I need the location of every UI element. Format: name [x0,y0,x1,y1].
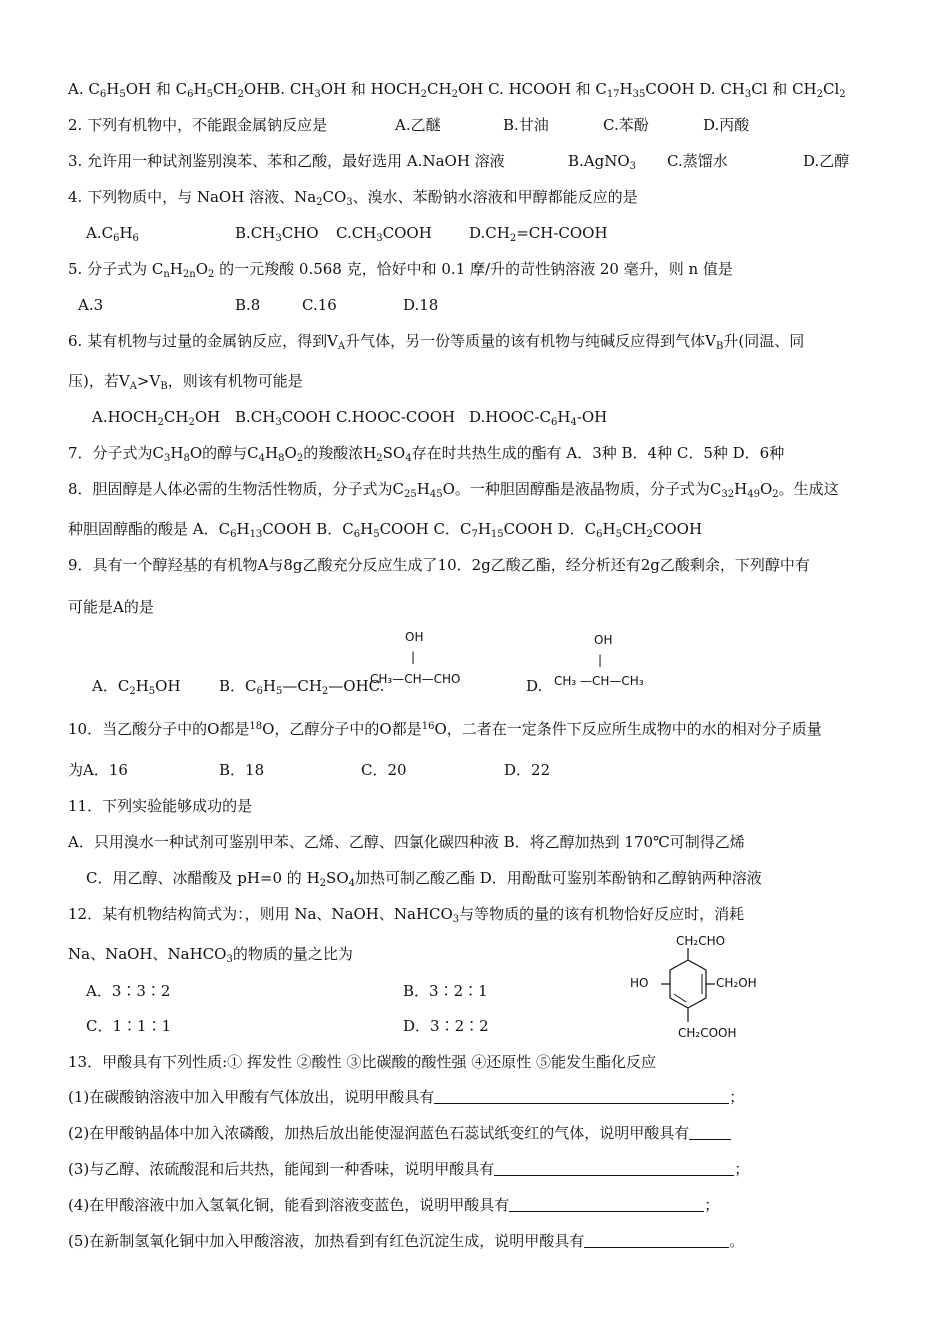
q1-options: A. $C_6H_5OH$ 和 $C_6H_5CH_2OHB$. $CH_3OH$ 和 $HOCH_2CH_2OH$ C. HCOOH 和 $C_{17}H_{35}COOH$ D. $CH_3Cl$ 和 $CH_2Cl_2$ [68,80,846,100]
question-12-line-2: Na、NaOH、NaHCO$_3$的物质的量之比为 [68,945,353,965]
q2-option-c: C.苯酚 [603,116,649,134]
q5-option-a: A.3 [78,296,104,314]
question-2-stem: 2. 下列有机物中，不能跟金属钠反应是 [68,116,328,134]
q12-option-b: B．3∶2∶1 [403,982,488,1000]
answer-blank-5[interactable] [584,1232,729,1248]
q4-option-d: $D.CH_2=CH$-COOH [469,224,608,244]
q11-options-ab: A．只用溴水一种试剂可鉴别甲苯、乙烯、乙醇、四氯化碳四种液 B．将乙醇加热到 170℃可制得乙烯 [68,833,745,851]
answer-blank-4[interactable] [509,1196,704,1212]
q9-structure-d: OH | CH₃ —CH—CH₃ [554,633,644,688]
q12-option-a: A．3∶3∶2 [86,982,171,1000]
q11-options-cd: C．用乙醇、冰醋酸及 pH=0 的 $H_2SO_4$加热可制乙酸乙酯 D．用酚酞可鉴别苯酚钠和乙醇钠两种溶液 [86,869,762,889]
q12-benzene-structure: CH₂CHO HO CH₂OH CH₂COOH [628,930,778,1045]
q4-option-a: $A.C_6H_6$ [86,224,139,244]
q6-option-b: $B.CH_3COOH$ [235,408,331,428]
q2-option-b: B.甘油 [503,116,549,134]
answer-blank-1[interactable] [434,1088,729,1104]
question-10-line-1: 10．当乙酸分子中的O都是$^{18}$O，乙醇分子中的O都是$^{16}$O，二者在一定条件下反应所生成物中的水的相对分子质量 [68,720,822,738]
question-6-line-2: 压)，若$V_A>V_B$，则该有机物可能是 [68,372,303,392]
question-9-line-1: 9．具有一个醇羟基的有机物A与8g乙酸充分反应生成了10．2g乙酸乙酯，经分析还有2g乙酸剩余，下列醇中有 [68,556,810,574]
q2-option-a: A.乙醚 [395,116,441,134]
q12-option-c: C．1∶1∶1 [86,1017,172,1035]
q13-part-4: (4)在甲酸溶液中加入氢氧化铜，能看到溶液变蓝色，说明甲酸具有 ； [68,1196,720,1214]
question-7: 7．分子式为$C_3H_8O$的醇与$C_4H_8O_2$的羧酸浓$H_2SO_4$存在时共热生成的酯有 A．3种 B．4种 C．5种 D．6种 [68,444,785,464]
q5-option-b: B.8 [235,296,261,314]
q9-structure-c: OH | CH₃—CH—CHO [370,630,461,686]
question-8-line-2: 种胆固醇酯的酸是 A．$C_6H_{13}COOH$ B．$C_6H_5COOH$ C．$C_7H_{15}COOH$ D．$C_6H_5CH_2COOH$ [68,520,703,540]
question-5-stem: 5. 分子式为 $C_nH_{2n}O_2$ 的一元羧酸 0.568 克，恰好中和 0.1 摩/升的苛性钠溶液 20 毫升，则 n 值是 [68,260,733,280]
q3-option-c: C.蒸馏水 [667,152,728,170]
q5-option-c: C.16 [302,296,337,314]
q10-option-d: D．22 [504,761,551,779]
question-8-line-1: 8．胆固醇是人体必需的生物活性物质，分子式为$C_{25}H_{45}O$。一种胆固醇酯是液晶物质，分子式为$C_{32}H_{49}O_2$。生成这 [68,480,839,500]
q5-option-d: D.18 [403,296,439,314]
question-12-line-1: 12．某有机物结构简式为：，则用 Na、NaOH、NaHCO$_3$与等物质的量的该有机物恰好反应时，消耗 [68,905,745,925]
q13-part-1: (1)在碳酸钠溶液中加入甲酸有气体放出，说明甲酸具有 ； [68,1088,745,1106]
q6-option-a: $A.HOCH_2CH_2OH$ [92,408,221,428]
q4-option-c: $C.CH_3COOH$ [336,224,432,244]
answer-blank-2[interactable] [689,1124,731,1140]
question-3-stem: 3. 允许用一种试剂鉴别溴苯、苯和乙酸，最好选用 A.NaOH 溶液 [68,152,505,170]
q10-option-c: C．20 [361,761,407,779]
question-6-line-1: 6. 某有机物与过量的金属钠反应，得到$V_A$升气体，另一份等质量的该有机物与纯碱反应得到气体$V_B$升(同温、同 [68,332,805,352]
q4-option-b: $B.CH_3CHO$ [235,224,319,244]
q6-option-d: $D.HOOC-C_6H_4-OH$ [469,408,608,428]
q6-option-c: C.HOOC-COOH [336,408,456,426]
q13-part-5: (5)在新制氢氧化铜中加入甲酸溶液，加热看到有红色沉淀生成，说明甲酸具有 。 [68,1232,745,1250]
question-9-line-2: 可能是A的是 [68,598,154,616]
answer-blank-3[interactable] [494,1160,734,1176]
question-11-stem: 11．下列实验能够成功的是 [68,797,253,815]
q10-option-a: 为A．16 [68,761,128,779]
q13-part-3: (3)与乙醇、浓硫酸混和后共热，能闻到一种香味，说明甲酸具有 ； [68,1160,750,1178]
q2-option-d: D.丙酸 [703,116,750,134]
q3-option-d: D.乙醇 [803,152,850,170]
q9-option-b: B．$C_6H_5—CH_2—OHC$. [219,677,385,697]
q10-option-b: B．18 [219,761,265,779]
q12-option-d: D．3∶2∶2 [403,1017,489,1035]
q9-option-a: A．$C_2H_5OH$ [92,677,181,697]
question-13-stem: 13．甲酸具有下列性质:① 挥发性 ②酸性 ③比碳酸的酸性强 ④还原性 ⑤能发生酯化反应 [68,1053,656,1071]
q9-option-d-label: D. [526,677,543,695]
q13-part-2: (2)在甲酸钠晶体中加入浓磷酸，加热后放出能使湿润蓝色石蕊试纸变红的气体，说明甲酸具有 [68,1123,731,1143]
q3-option-b: B.AgNO$_3$ [568,152,637,172]
question-4-stem: 4. 下列物质中，与 NaOH 溶液、$Na_2CO_3$、溴水、苯酚钠水溶液和甲醇都能反应的是 [68,188,638,208]
